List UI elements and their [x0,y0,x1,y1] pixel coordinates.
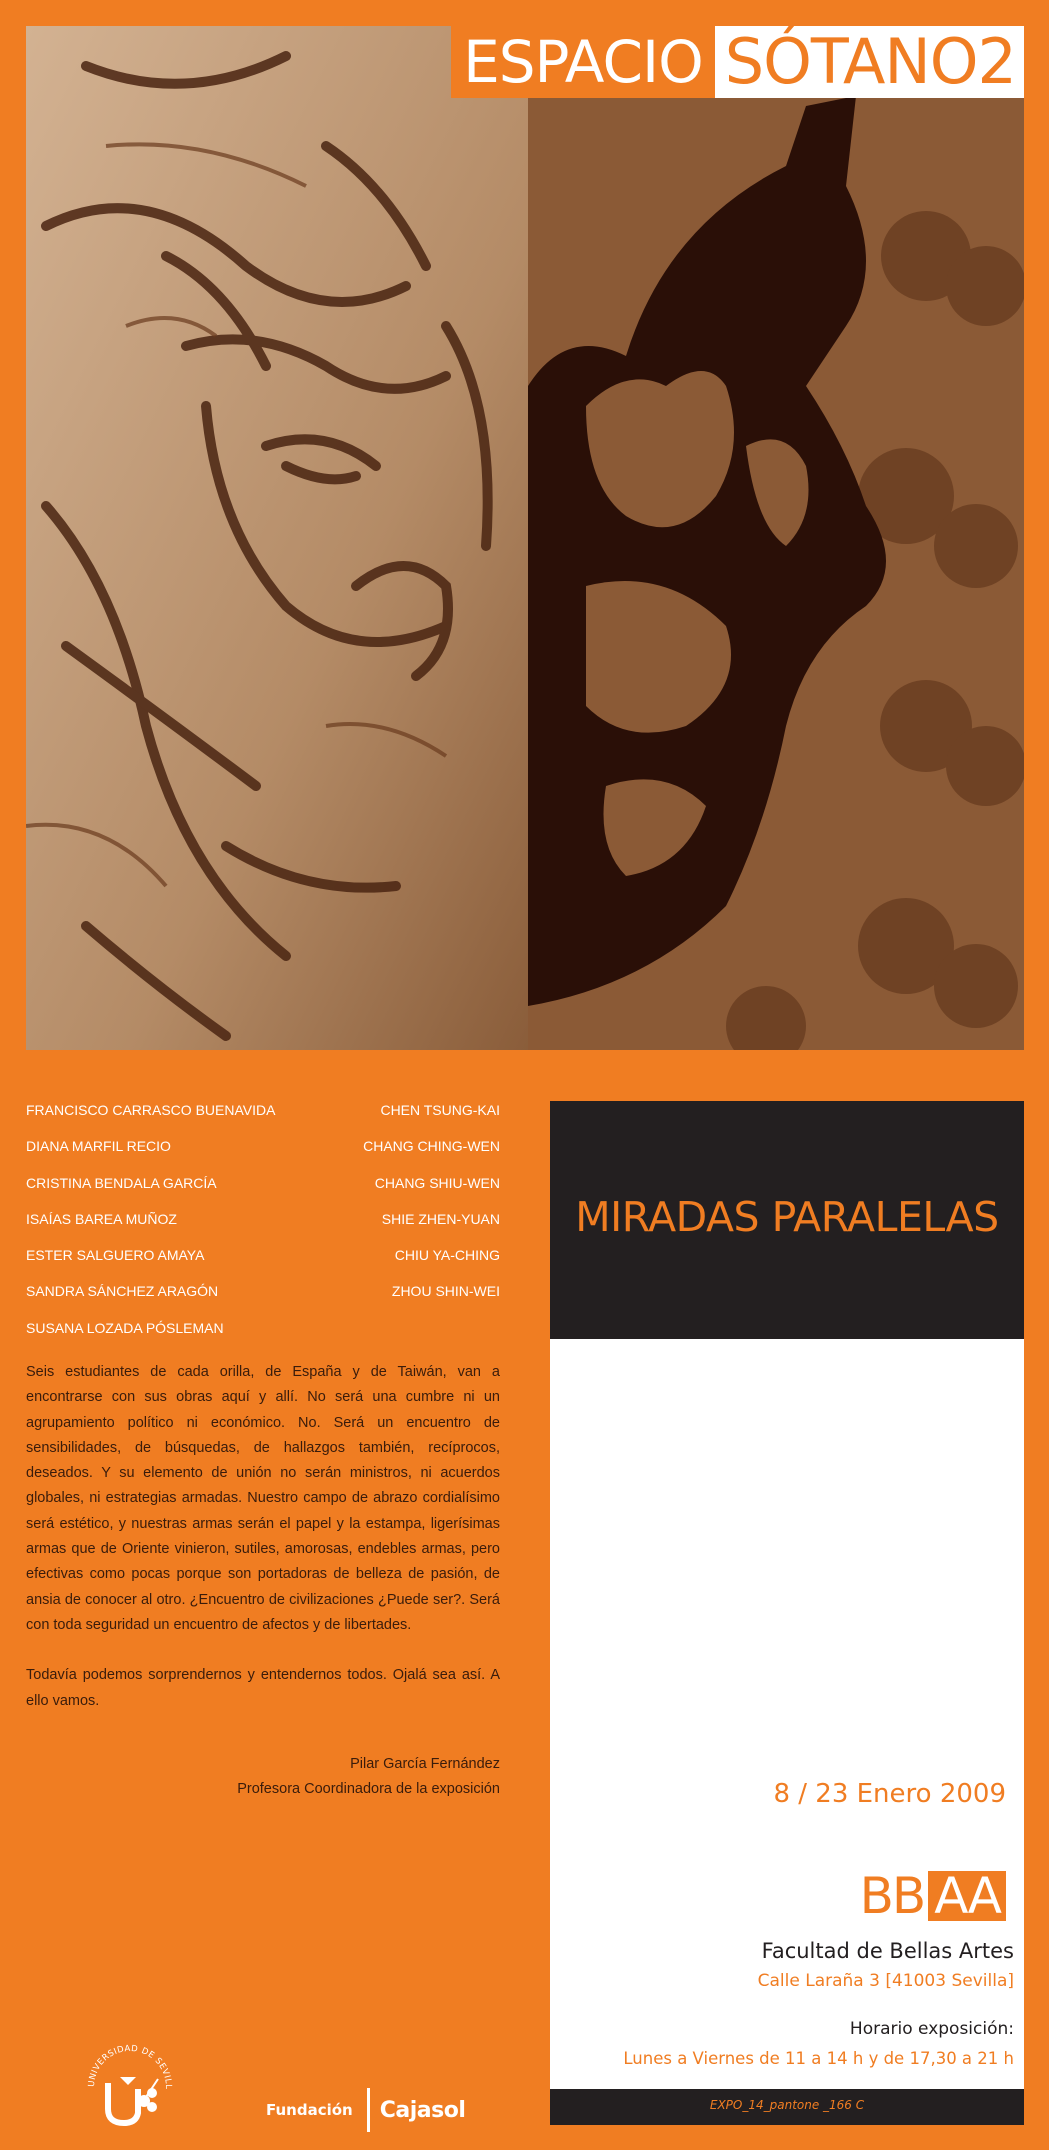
artist-taiwan: CHANG CHING-WEN [363,1138,500,1155]
logo-divider [367,2088,370,2132]
university-seal-logo [80,2035,180,2135]
author-name: Pilar García Fernández [350,1756,500,1772]
artist-taiwan: ZHOU SHIN-WEI [391,1283,500,1300]
author-role: Profesora Coordinadora de la exposición [237,1781,500,1797]
university-seal-icon [80,2035,180,2135]
title-sotano2: SÓTANO2 [715,26,1024,98]
description-paragraph: Todavía podemos sorprendernos y entendernos todos. Ojalá sea así. A ello vamos. [26,1667,500,1709]
exhibition-info-card [550,1101,1024,2125]
fundacion-label: Fundación [266,2101,353,2119]
artist-taiwan: CHEN TSUNG-KAI [380,1102,500,1118]
portrait-illustration [26,26,1024,1050]
artist-spain: DIANA MARFIL RECIO [26,1138,171,1155]
faculty-name: Facultad de Bellas Artes [761,1939,1014,1963]
fundacion-cajasol-logo [266,2088,465,2132]
seal-text: UNIVERSIDAD DE SEVILL [86,2043,174,2090]
faculty-address: Calle Laraña 3 [41003 Sevilla] [757,1971,1014,1991]
artist-taiwan: CHANG SHIU-WEN [374,1174,500,1191]
description-paragraph: Seis estudiantes de cada orilla, de España y de Taiwán, van a encontrarse con sus obras aquí y allí. No será una cumbre ni un agrupamiento político ni económico. No. Será un encuentro de sensibilidades, de búsquedas, de hallazgos también, recíprocos, deseados. Y su elemento de unión no serán ministros, ni acuerdos globales, ni estrategias armadas. Nuestro campo de abrazo cordialísimo será estético, y nuestras armas serán el papel y la estampa, ligerísimas armas que de Oriente vinieron, sutiles, amorosas, endebles armas, pero efectivas como pocas porque son portadoras de belleza de pasión, de ansia de conocer al otro. ¿Encuentro de civilizaciones ¿Puede ser?. Será con toda seguridad un encuentro de afectos y de libertades. [26,1364,500,1633]
bbaa-logo-part2: AA [928,1871,1006,1921]
signature-block [26,1752,500,1802]
exhibition-dates: 8 / 23 Enero 2009 [773,1779,1006,1809]
artist-row [26,1245,500,1281]
artist-taiwan: CHIU YA-CHING [394,1247,500,1264]
print-code: EXPO_14_pantone _166 C [709,2098,865,2112]
schedule-hours: Lunes a Viernes de 11 a 14 h y de 17,30 a 21 h [623,2049,1014,2068]
artist-spain: SANDRA SÁNCHEZ ARAGÓN [26,1283,219,1300]
artist-spain: SUSANA LOZADA PÓSLEMAN [26,1319,224,1336]
artist-row [26,1173,500,1209]
artist-row [26,1136,500,1172]
poster-title [451,26,1024,98]
artist-spain: ISAÍAS BAREA MUÑOZ [26,1210,177,1227]
artist-spain: CRISTINA BENDALA GARCÍA [26,1174,217,1191]
card-footer [550,2089,1024,2125]
artist-row [26,1318,500,1354]
cajasol-label: Cajasol [379,2097,466,2123]
artist-spain: FRANCISCO CARRASCO BUENAVIDA [26,1102,276,1118]
artist-list [26,1100,500,1354]
hero-artwork [26,26,1024,1050]
bbaa-logo-part1: BB [859,1867,925,1925]
artist-taiwan: SHIE ZHEN-YUAN [381,1210,500,1227]
artist-row [26,1281,500,1317]
artist-spain: ESTER SALGUERO AMAYA [26,1247,205,1264]
artist-row [26,1209,500,1245]
schedule-label: Horario exposición: [849,2019,1014,2039]
title-espacio: ESPACIO [451,26,715,98]
artist-row [26,1100,500,1136]
exhibition-title: MIRADAS PARALELAS [575,1193,999,1241]
exhibition-description [26,1360,500,1739]
bbaa-logo [859,1867,1006,1925]
card-header [550,1101,1024,1339]
